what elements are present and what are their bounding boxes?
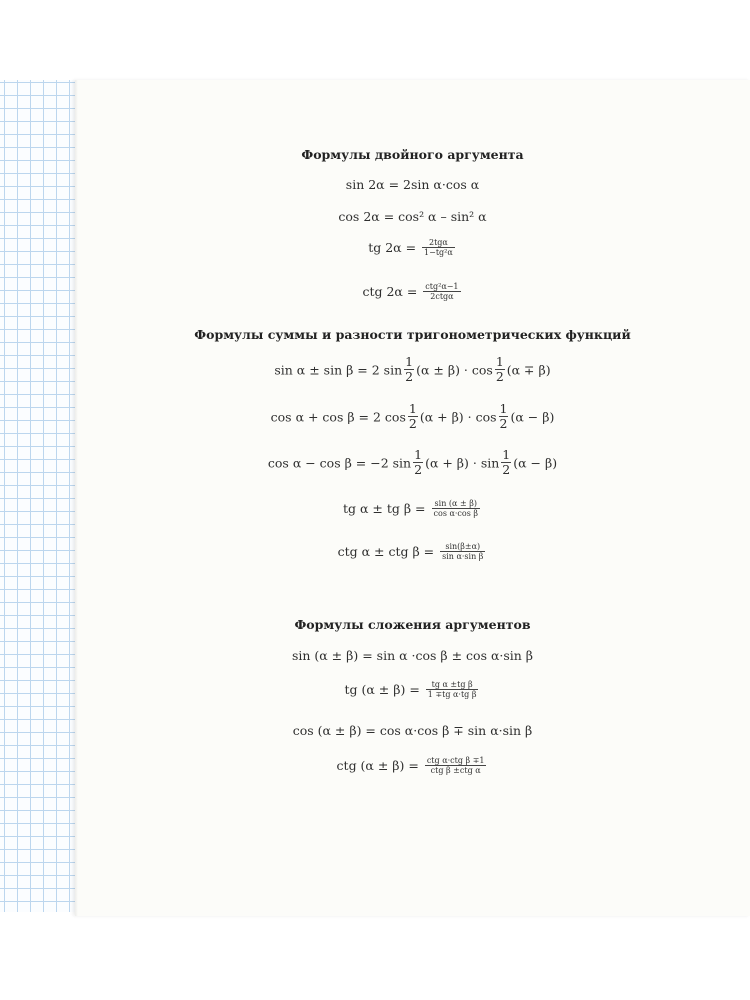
cos-diff-part-a: cos α − cos β = −2 sin bbox=[267, 455, 412, 471]
formula-tg-sum bbox=[75, 499, 750, 518]
ctg-addition-lhs: ctg (α ± β) = bbox=[336, 758, 419, 774]
ctg-addition-denominator: ctg β ±ctg α bbox=[430, 766, 481, 776]
tg-addition-denominator: 1 ∓tg α·tg β bbox=[427, 690, 477, 700]
sin-sum-part-a: sin α ± sin β = 2 sin bbox=[274, 362, 403, 378]
heading-double-argument: Формулы двойного аргумента bbox=[301, 147, 524, 162]
half-denominator: 2 bbox=[499, 416, 508, 432]
ctg-double-denominator: 2ctgα bbox=[430, 292, 454, 302]
half-numerator: 1 bbox=[408, 401, 417, 416]
cos-sum-part-b: (α + β) · cos bbox=[419, 409, 497, 425]
formula-cos-difference bbox=[75, 448, 750, 478]
half-numerator: 1 bbox=[414, 447, 423, 462]
ctg-addition-fraction bbox=[425, 756, 487, 775]
ctg-addition-numerator: ctg α·ctg β ∓1 bbox=[426, 756, 485, 765]
ctg-double-fraction bbox=[423, 282, 460, 301]
half-denominator: 2 bbox=[495, 369, 504, 385]
half-fraction bbox=[408, 402, 418, 432]
tg-addition-lhs: tg (α ± β) = bbox=[344, 682, 420, 698]
formula-tg-addition bbox=[75, 680, 750, 699]
ctg-sum-lhs: ctg α ± ctg β = bbox=[337, 544, 435, 560]
formula-ctg-sum bbox=[75, 542, 750, 561]
half-numerator: 1 bbox=[502, 447, 511, 462]
formula-tg-double bbox=[75, 238, 750, 257]
half-fraction bbox=[499, 402, 509, 432]
cos-sum-part-a: cos α + cos β = 2 cos bbox=[270, 409, 406, 425]
half-fraction bbox=[413, 448, 423, 478]
ctg-double-lhs: ctg 2α = bbox=[362, 284, 418, 300]
formula-ctg-double bbox=[75, 282, 750, 301]
half-denominator: 2 bbox=[408, 416, 417, 432]
tg-double-fraction bbox=[422, 238, 455, 257]
formula-sin-sum bbox=[75, 355, 750, 385]
formula-ctg-addition bbox=[75, 756, 750, 775]
ctg-sum-numerator: sin(β±α) bbox=[440, 542, 485, 552]
half-numerator: 1 bbox=[499, 401, 508, 416]
half-fraction bbox=[495, 355, 505, 385]
tg-addition-fraction bbox=[426, 680, 479, 699]
formula-cos-sum bbox=[75, 402, 750, 432]
half-denominator: 2 bbox=[405, 369, 414, 385]
formula-sheet bbox=[75, 80, 750, 916]
ctg-sum-denominator: sin α·sin β bbox=[442, 552, 484, 562]
formula-cos-addition: cos (α ± β) = cos α·cos β ∓ sin α·sin β bbox=[292, 723, 533, 738]
half-denominator: 2 bbox=[414, 462, 423, 478]
sin-sum-part-c: (α ∓ β) bbox=[506, 362, 551, 378]
half-fraction bbox=[501, 448, 511, 478]
sin-sum-part-b: (α ± β) · cos bbox=[416, 362, 493, 378]
formula-cos-double: cos 2α = cos² α – sin² α bbox=[338, 209, 487, 224]
tg-sum-denominator: cos α·cos β bbox=[433, 509, 478, 519]
half-fraction bbox=[404, 355, 414, 385]
tg-sum-fraction bbox=[432, 499, 480, 518]
heading-argument-addition: Формулы сложения аргументов bbox=[294, 617, 531, 632]
cos-diff-part-b: (α + β) · sin bbox=[425, 455, 500, 471]
half-denominator: 2 bbox=[502, 462, 511, 478]
formula-sin-addition: sin (α ± β) = sin α ·cos β ± cos α·sin β bbox=[291, 648, 534, 663]
cos-diff-part-c: (α − β) bbox=[513, 455, 558, 471]
ctg-sum-fraction bbox=[440, 542, 485, 561]
tg-double-lhs: tg 2α = bbox=[368, 240, 417, 256]
formula-sin-double: sin 2α = 2sin α·cos α bbox=[345, 177, 480, 192]
tg-sum-lhs: tg α ± tg β = bbox=[343, 501, 426, 517]
tg-double-numerator: 2tgα bbox=[422, 238, 455, 248]
tg-double-denominator: 1−tg²α bbox=[424, 248, 453, 258]
half-numerator: 1 bbox=[495, 354, 504, 369]
tg-sum-numerator: sin (α ± β) bbox=[432, 499, 480, 509]
heading-sum-difference: Формулы суммы и разности тригонометрических функций bbox=[194, 327, 631, 342]
half-numerator: 1 bbox=[405, 354, 414, 369]
cos-sum-part-c: (α − β) bbox=[510, 409, 555, 425]
ctg-double-numerator: ctg²α−1 bbox=[425, 282, 459, 291]
tg-addition-numerator: tg α ±tg β bbox=[426, 680, 479, 690]
